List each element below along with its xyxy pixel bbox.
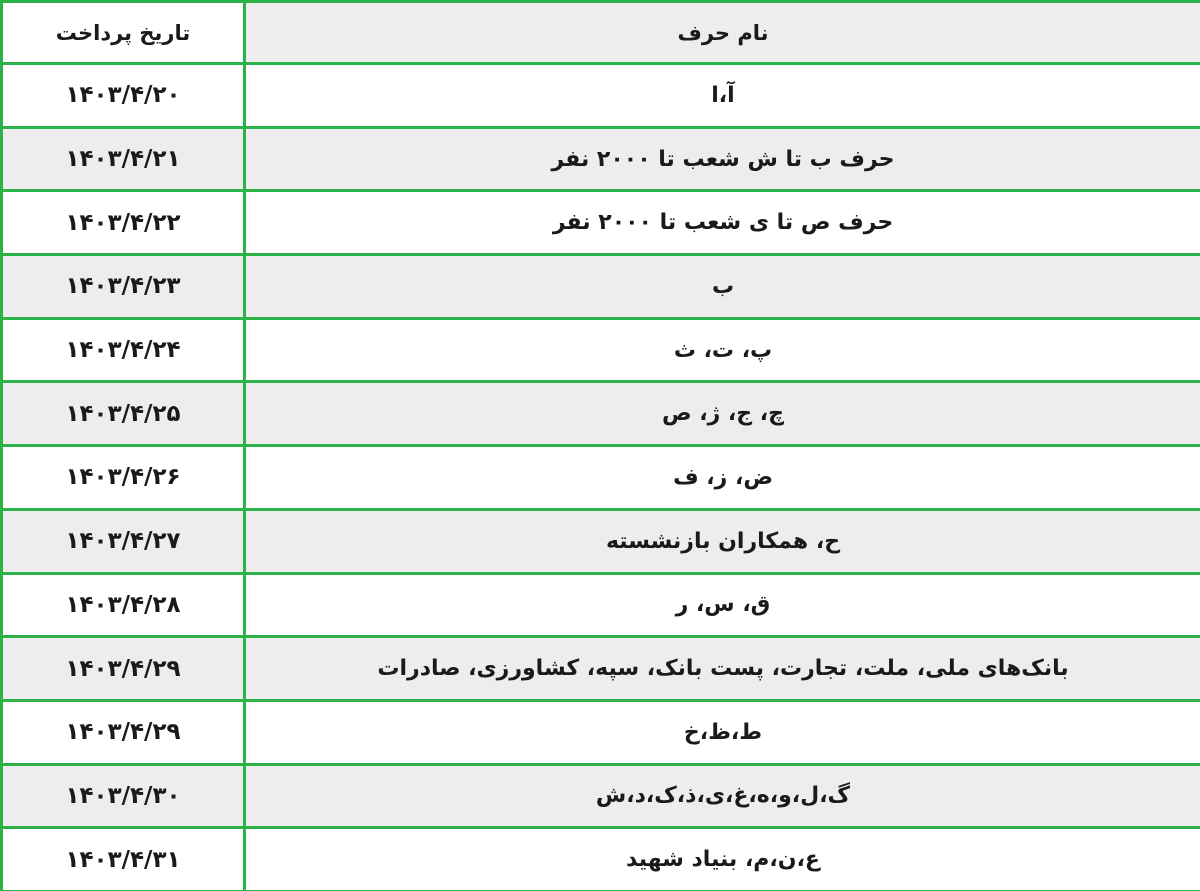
- name-cell: [245, 127, 1200, 191]
- name-cell: [245, 318, 1200, 382]
- table-row: [2, 764, 1200, 828]
- date-value: ۱۴۰۳/۴/۲۷: [65, 528, 181, 555]
- name-value: ض، ز، ف: [673, 464, 773, 490]
- date-value: ۱۴۰۳/۴/۲۰: [65, 82, 181, 109]
- name-column-header: [245, 2, 1200, 64]
- date-cell: [2, 382, 245, 446]
- table-row: [2, 700, 1200, 764]
- date-cell: [2, 318, 245, 382]
- name-cell: [245, 573, 1200, 637]
- date-cell: [2, 64, 245, 128]
- name-cell: [245, 637, 1200, 701]
- table-row: [2, 127, 1200, 191]
- name-cell: [245, 828, 1200, 891]
- table-row: [2, 637, 1200, 701]
- name-value: آ،ا: [711, 82, 735, 108]
- name-value: چ، ج، ژ، ص: [661, 401, 785, 427]
- date-value: ۱۴۰۳/۴/۲۸: [65, 591, 181, 618]
- date-cell: [2, 446, 245, 510]
- table-row: [2, 64, 1200, 128]
- date-cell: [2, 127, 245, 191]
- name-value: حرف ص تا ی شعب تا ۲۰۰۰ نفر: [552, 210, 894, 236]
- table-row: [2, 509, 1200, 573]
- table-row: [2, 828, 1200, 891]
- name-value: ب: [711, 273, 735, 299]
- date-value: ۱۴۰۳/۴/۲۴: [65, 337, 181, 364]
- date-cell: [2, 637, 245, 701]
- name-header-label: نام حرف: [677, 20, 769, 45]
- table-row: [2, 573, 1200, 637]
- date-column-header: [2, 2, 245, 64]
- name-cell: [245, 382, 1200, 446]
- name-value: پ، ت، ث: [673, 337, 773, 363]
- date-value: ۱۴۰۳/۴/۳۱: [65, 846, 181, 873]
- date-value: ۱۴۰۳/۴/۲۵: [65, 400, 181, 427]
- date-value: ۱۴۰۳/۴/۲۱: [65, 146, 181, 173]
- name-value: حرف ب تا ش شعب تا ۲۰۰۰ نفر: [551, 146, 895, 172]
- date-cell: [2, 573, 245, 637]
- date-cell: [2, 828, 245, 891]
- table-row: [2, 191, 1200, 255]
- date-value: ۱۴۰۳/۴/۲۹: [65, 655, 181, 682]
- table-row: [2, 318, 1200, 382]
- header-row: [2, 2, 1200, 64]
- name-cell: [245, 764, 1200, 828]
- date-header-label: تاریخ پرداخت: [55, 20, 191, 45]
- date-cell: [2, 255, 245, 319]
- date-cell: [2, 191, 245, 255]
- name-cell: [245, 700, 1200, 764]
- name-value: گ،ل،و،ه،غ،ی،ذ،ک،د،ش: [595, 783, 851, 809]
- name-value: ط،ظ،خ: [683, 719, 763, 745]
- date-cell: [2, 764, 245, 828]
- name-cell: [245, 509, 1200, 573]
- table-row: [2, 255, 1200, 319]
- date-value: ۱۴۰۳/۴/۲۳: [65, 273, 181, 300]
- table-row: [2, 382, 1200, 446]
- date-value: ۱۴۰۳/۴/۳۰: [65, 782, 181, 809]
- name-cell: [245, 191, 1200, 255]
- name-cell: [245, 446, 1200, 510]
- name-value: ق، س، ر: [675, 592, 771, 618]
- name-cell: [245, 255, 1200, 319]
- name-value: بانک‌های ملی، ملت، تجارت، پست بانک، سپه، کشاورزی، صادرات: [377, 656, 1069, 682]
- name-cell: [245, 64, 1200, 128]
- date-value: ۱۴۰۳/۴/۲۶: [65, 464, 181, 491]
- table-row: [2, 446, 1200, 510]
- date-value: ۱۴۰۳/۴/۲۹: [65, 719, 181, 746]
- name-value: ح، همکاران بازنشسته: [605, 528, 841, 554]
- date-cell: [2, 509, 245, 573]
- date-value: ۱۴۰۳/۴/۲۲: [65, 209, 181, 236]
- name-value: ع،ن،م، بنیاد شهید: [626, 847, 820, 873]
- date-cell: [2, 700, 245, 764]
